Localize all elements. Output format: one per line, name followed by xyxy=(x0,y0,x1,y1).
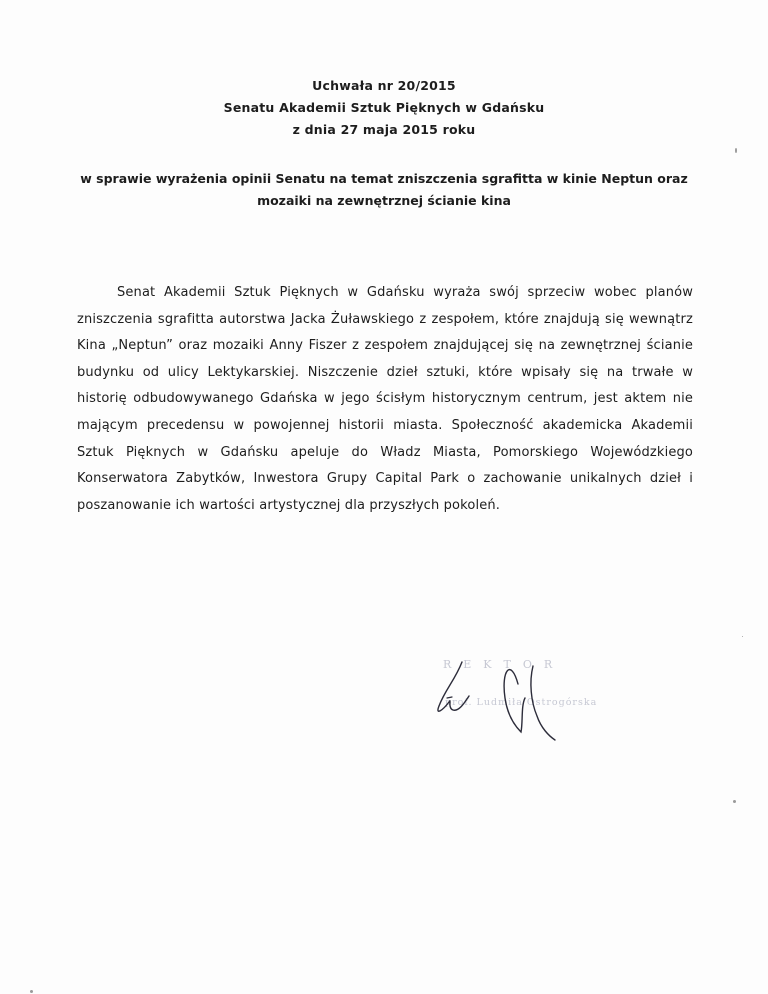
stamp-title: REKTOR xyxy=(443,658,565,671)
rector-stamp xyxy=(425,650,605,760)
issuing-body: Senatu Akademii Sztuk Pięknych w Gdańsku xyxy=(223,100,545,115)
scan-speck xyxy=(30,990,33,993)
scan-speck xyxy=(735,148,737,153)
scan-speck xyxy=(742,636,743,637)
resolution-subject: w sprawie wyrażenia opinii Senatu na temat zniszczenia sgrafitta w kinie Neptun oraz mozaiki na zewnętrznej ścianie kina xyxy=(80,171,688,208)
resolution-date: z dnia 27 maja 2015 roku xyxy=(292,122,476,137)
scan-speck xyxy=(733,800,736,803)
resolution-body: Senat Akademii Sztuk Pięknych w Gdańsku wyraża swój sprzeciw wobec planów zniszczenia sgrafitta autorstwa Jacka Żuławskiego z zespołem, które znajdują się wewnątrz Kina „Neptun” oraz mozaiki Anny Fiszer z zespołem znajdującej się na zewnętrznej ścianie budynku od ulicy Lektykarskiej. Niszczenie dzieł sztuki, które wpisały się na trwałe w historię odbudowywanego Gdańska w jego ścisłym historycznym centrum, jest aktem nie mającym precedensu w powojennej historii miasta. Społeczność akademicka Akademii Sztuk Pięknych w Gdańsku apeluje do Władz Miasta, Pomorskiego Wojewódzkiego Konserwatora Zabytków, Inwestora Grupy Capital Park o zachowanie unikalnych dzieł i poszanowanie ich wartości artystycznej dla przyszłych pokoleń. xyxy=(77,285,693,513)
stamp-name: prof. Ludmiła Ostrogórska xyxy=(445,697,598,708)
handwritten-signature xyxy=(425,650,605,760)
resolution-number: Uchwała nr 20/2015 xyxy=(312,78,456,93)
